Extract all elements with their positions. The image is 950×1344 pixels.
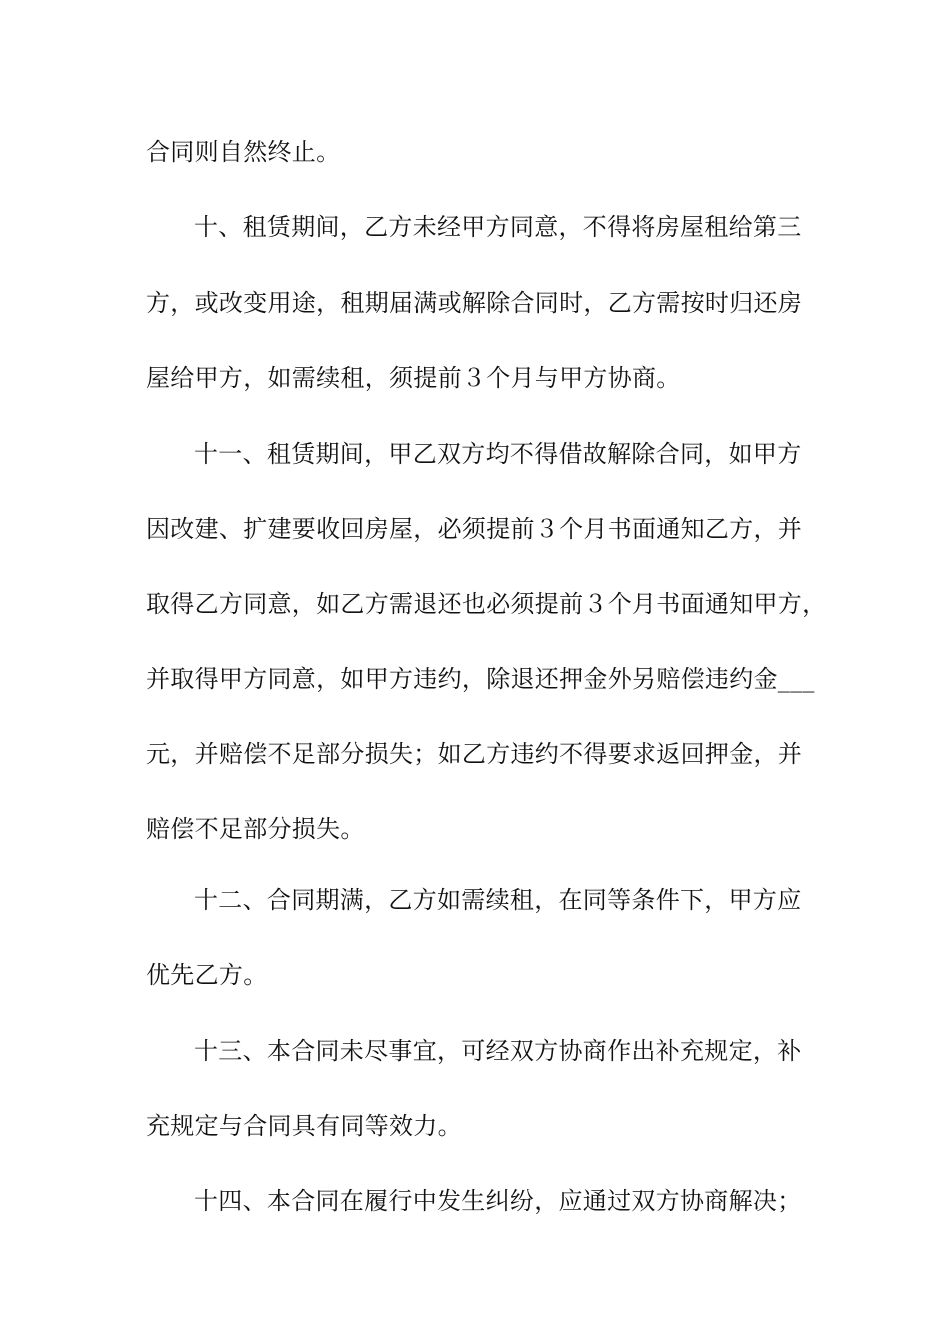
clause-11-line-2: 因改建、扩建要收回房屋，必须提前３个月书面通知乙方，并: [146, 515, 803, 543]
clause-10-line-2: 方，或改变用途，租期届满或解除合同时，乙方需按时归还房: [146, 289, 803, 317]
clause-14-line-1: 十四、本合同在履行中发生纠纷，应通过双方协商解决；: [194, 1187, 802, 1215]
clause-10-line-1: 十、租赁期间，乙方未经甲方同意，不得将房屋租给第三: [194, 213, 802, 241]
clause-12-line-1: 十二、合同期满，乙方如需续租，在同等条件下，甲方应: [194, 886, 802, 914]
clause-11-line-6: 赔偿不足部分损失。: [146, 815, 365, 843]
clause-13-line-2: 充规定与合同具有同等效力。: [146, 1112, 462, 1140]
clause-10-line-3: 屋给甲方，如需续租，须提前３个月与甲方协商。: [146, 364, 681, 392]
clause-11-line-1: 十一、租赁期间，甲乙双方均不得借故解除合同，如甲方: [194, 440, 802, 468]
clause-11-line-3: 取得乙方同意，如乙方需退还也必须提前３个月书面通知甲方，: [146, 590, 827, 618]
clause-11-line-5: 元，并赔偿不足部分损失；如乙方违约不得要求返回押金，并: [146, 740, 803, 768]
clause-12-line-2: 优先乙方。: [146, 961, 268, 989]
text-line-1: 合同则自然终止。: [146, 138, 341, 166]
clause-13-line-1: 十三、本合同未尽事宜，可经双方协商作出补充规定，补: [194, 1037, 802, 1065]
clause-11-line-4: 并取得甲方同意，如甲方违约，除退还押金外另赔偿违约金___: [146, 665, 815, 693]
